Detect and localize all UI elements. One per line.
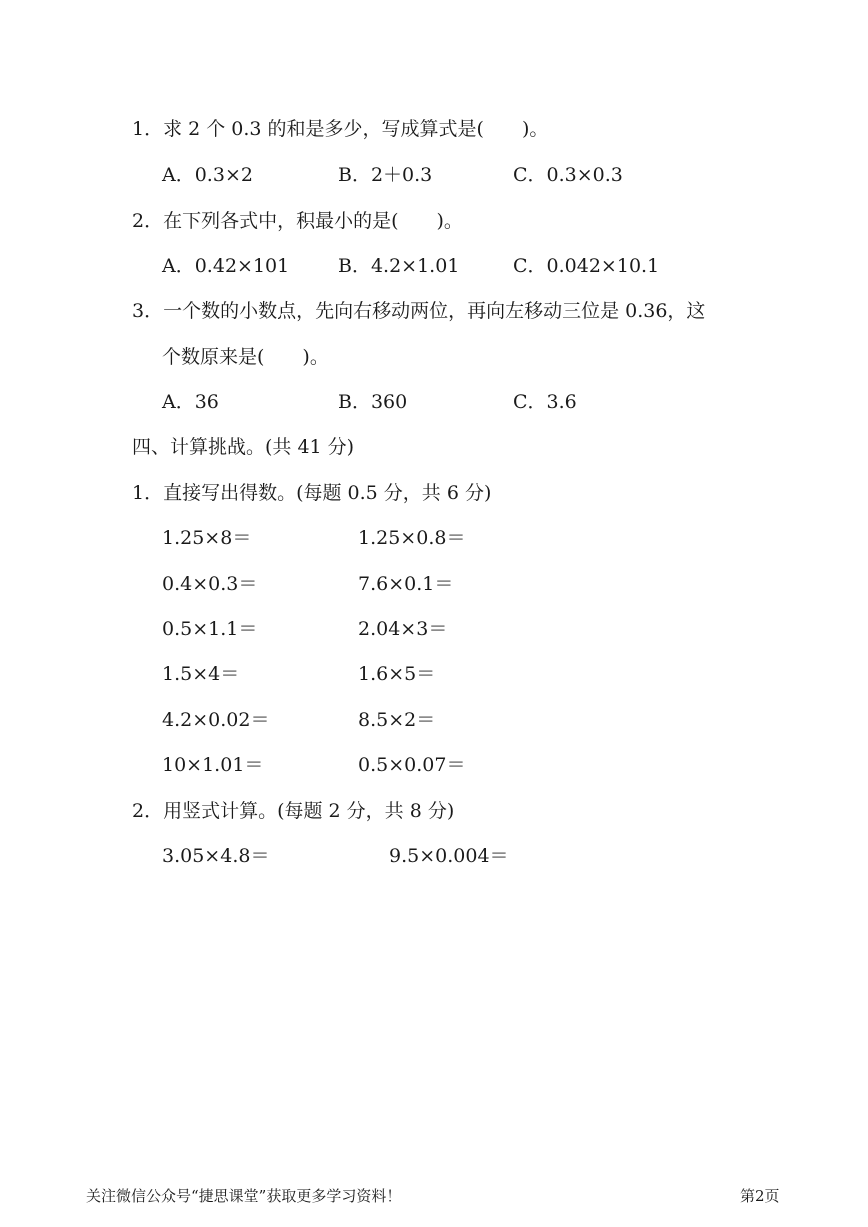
question-2-option-a: A．0.42×101: [162, 255, 290, 277]
vertical-calc-item: 3.05×4.8＝: [162, 845, 270, 867]
oral-calc-item: 1.6×5＝: [358, 663, 436, 685]
question-3-stem-line-1: 3．一个数的小数点，先向右移动两位，再向左移动三位是 0.36，这: [132, 300, 706, 322]
oral-calc-item: 4.2×0.02＝: [162, 709, 270, 731]
oral-calc-item: 1.5×4＝: [162, 663, 240, 685]
question-2-stem: 2．在下列各式中，积最小的是( )。: [132, 210, 463, 232]
oral-calc-item: 10×1.01＝: [162, 754, 264, 776]
question-3-option-c: C．3.6: [513, 391, 577, 413]
question-1-stem: 1．求 2 个 0.3 的和是多少，写成算式是( )。: [132, 118, 549, 140]
oral-calc-item: 8.5×2＝: [358, 709, 436, 731]
oral-calc-item: 2.04×3＝: [358, 618, 448, 640]
question-3-option-b: B．360: [338, 391, 408, 413]
oral-calc-item: 0.5×0.07＝: [358, 754, 466, 776]
footer-promo-text: 关注微信公众号“捷思课堂”获取更多学习资料！: [86, 1187, 402, 1205]
oral-calc-item: 7.6×0.1＝: [358, 573, 454, 595]
oral-calc-item: 0.5×1.1＝: [162, 618, 258, 640]
question-2-option-b: B．4.2×1.01: [338, 255, 460, 277]
page-number: 第2页: [740, 1187, 780, 1205]
oral-calc-item: 1.25×8＝: [162, 527, 252, 549]
vertical-calc-item: 9.5×0.004＝: [389, 845, 509, 867]
part-2-title: 2．用竖式计算。(每题 2 分，共 8 分): [132, 800, 455, 822]
question-1-option-c: C．0.3×0.3: [513, 164, 623, 186]
question-1-option-b: B．2＋0.3: [338, 164, 433, 186]
question-2-option-c: C．0.042×10.1: [513, 255, 660, 277]
part-1-title: 1．直接写出得数。(每题 0.5 分，共 6 分): [132, 482, 492, 504]
oral-calc-item: 0.4×0.3＝: [162, 573, 258, 595]
question-1-option-a: A．0.3×2: [162, 164, 253, 186]
oral-calc-item: 1.25×0.8＝: [358, 527, 466, 549]
question-3-option-a: A．36: [162, 391, 219, 413]
question-3-stem-line-2: 个数原来是( )。: [162, 346, 329, 368]
section-four-heading: 四、计算挑战。(共 41 分): [132, 436, 355, 458]
